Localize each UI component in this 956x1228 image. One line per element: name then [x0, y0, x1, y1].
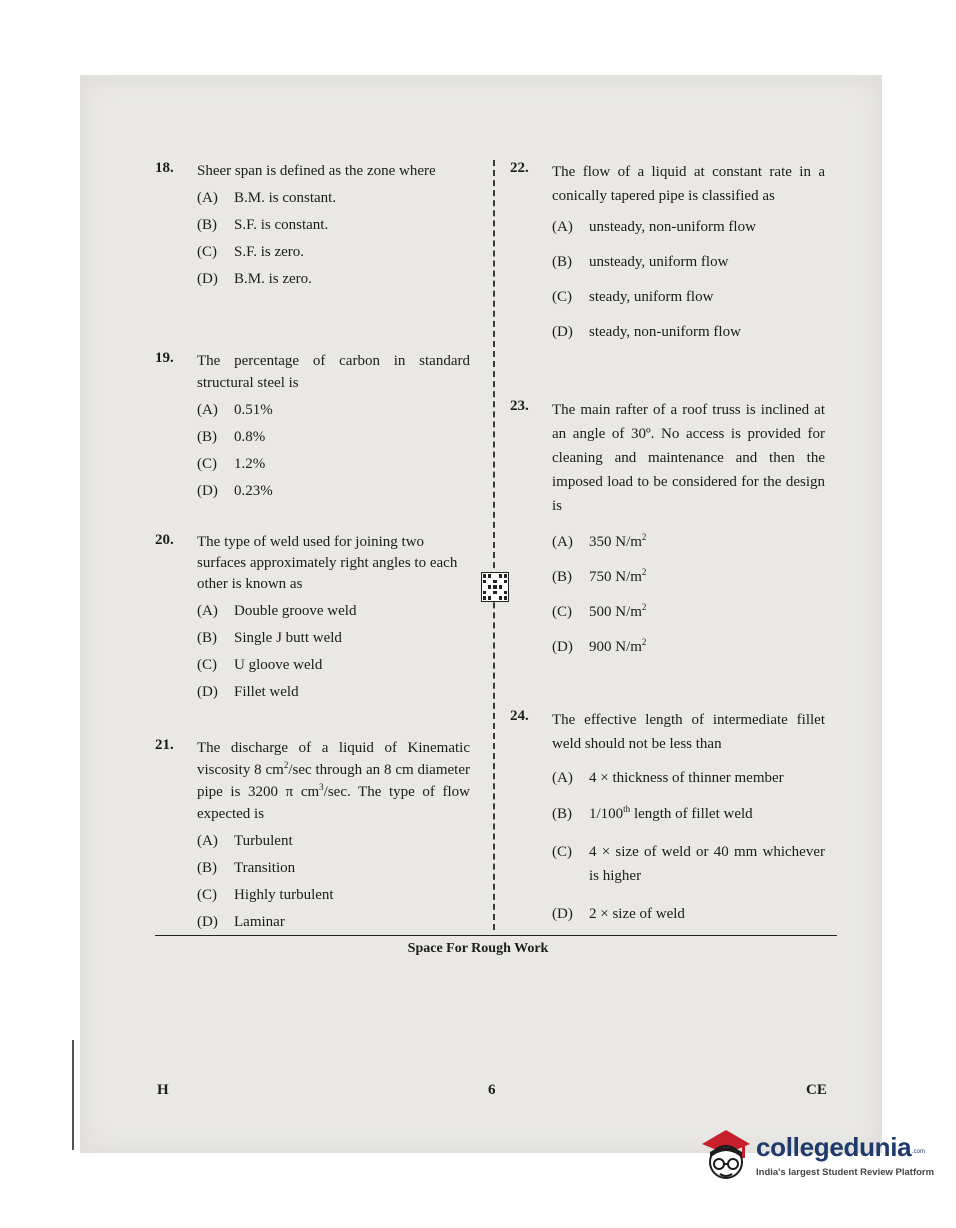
question-text: Sheer span is defined as the zone where	[197, 163, 436, 179]
option-d: (D) 900 $N/m^2$	[552, 637, 647, 655]
question-19	[155, 350, 470, 532]
option-b: (B) S.F. is constant.	[197, 217, 329, 233]
option-c: (C) 1.2%	[197, 456, 266, 472]
option-a: (A) 4 × thickness of thinner member	[552, 770, 784, 786]
question-text: The percentage of carbon in standard structural steel is	[197, 353, 470, 391]
option-c: (C) steady, uniform flow	[552, 289, 714, 305]
option-d: (D) 0.23%	[197, 483, 273, 499]
option-b: (B) 1/100th length of fillet weld	[552, 804, 753, 822]
options-list	[552, 768, 825, 924]
right-column	[510, 160, 825, 924]
options-list	[552, 217, 825, 342]
mascot-icon	[698, 1122, 754, 1188]
question-18	[155, 160, 470, 350]
rough-work-rule	[155, 935, 837, 936]
question-21	[155, 737, 470, 932]
option-a: (A) Turbulent	[197, 833, 293, 849]
logo-wordmark: collegedunia	[756, 1132, 912, 1162]
question-number: 22.	[510, 160, 529, 176]
options-list	[197, 188, 470, 289]
option-b: (B) Single J butt weld	[197, 630, 342, 646]
option-a: (A) 350 $N/m^2$	[552, 532, 647, 550]
option-c: (C) 4 × size of weld or 40 mm whichever is higher	[552, 844, 825, 884]
option-a: (A) unsteady, non-uniform flow	[552, 219, 756, 235]
option-a: (A) 0.51%	[197, 402, 273, 418]
question-number: 23.	[510, 398, 529, 414]
option-a: (A) Double groove weld	[197, 603, 357, 619]
left-column	[155, 160, 470, 932]
paper-left-edge	[72, 1040, 74, 1150]
option-d: (D) Fillet weld	[197, 684, 299, 700]
question-number: 20.	[155, 532, 174, 548]
logo-suffix: .com	[912, 1149, 926, 1155]
qr-code-icon	[481, 572, 509, 602]
option-a: (A) B.M. is constant.	[197, 190, 337, 206]
page-number: 6	[488, 1082, 496, 1098]
option-b: (B) 750 $N/m^2$	[552, 567, 647, 585]
rough-work-label: Space For Rough Work	[407, 941, 549, 956]
option-c: (C) 500 $N/m^2$	[552, 602, 647, 620]
column-divider	[493, 160, 495, 930]
question-number: 18.	[155, 160, 174, 176]
footer-left: H	[157, 1082, 169, 1098]
question-20	[155, 532, 470, 737]
option-c: (C) Highly turbulent	[197, 887, 334, 903]
collegedunia-logo	[698, 1122, 938, 1192]
question-text: The main rafter of a roof truss is inclined at an angle of 30º. No access is provided for cleaning and maintenance and then the imposed load to be considered for the design is	[552, 402, 825, 514]
option-c: (C) U gloove weld	[197, 657, 323, 673]
option-b: (B) 0.8%	[197, 429, 266, 445]
question-text: The type of weld used for joining two surfaces approximately right angles to each other is known as	[197, 534, 458, 592]
question-text: The discharge of a liquid of Kinematic viscosity 8 $cm^2/\sec$ through an 8 cm diameter pipe is 3200 π $cm^3/\sec$. The type of flow expected is	[197, 740, 471, 822]
question-text: The effective length of intermediate fillet weld should not be less than	[552, 712, 825, 752]
options-list	[197, 831, 470, 932]
logo-tagline: India's largest Student Review Platform	[756, 1167, 935, 1178]
question-23	[510, 398, 825, 708]
option-d: (D) steady, non-uniform flow	[552, 324, 741, 340]
question-number: 24.	[510, 708, 529, 724]
option-d: (D) Laminar	[197, 914, 285, 930]
footer-right: CE	[806, 1082, 827, 1098]
question-number: 21.	[155, 737, 174, 753]
question-text: The flow of a liquid at constant rate in a conically tapered pipe is classified as	[552, 164, 825, 204]
option-c: (C) S.F. is zero.	[197, 244, 305, 260]
question-number: 19.	[155, 350, 174, 366]
question-24	[510, 708, 825, 924]
option-d: (D) B.M. is zero.	[197, 271, 312, 287]
options-list	[197, 601, 470, 702]
option-b: (B) unsteady, uniform flow	[552, 254, 729, 270]
option-d: (D) 2 × size of weld	[552, 906, 685, 922]
question-22	[510, 160, 825, 398]
option-b: (B) Transition	[197, 860, 296, 876]
options-list	[552, 532, 825, 657]
options-list	[197, 400, 470, 501]
